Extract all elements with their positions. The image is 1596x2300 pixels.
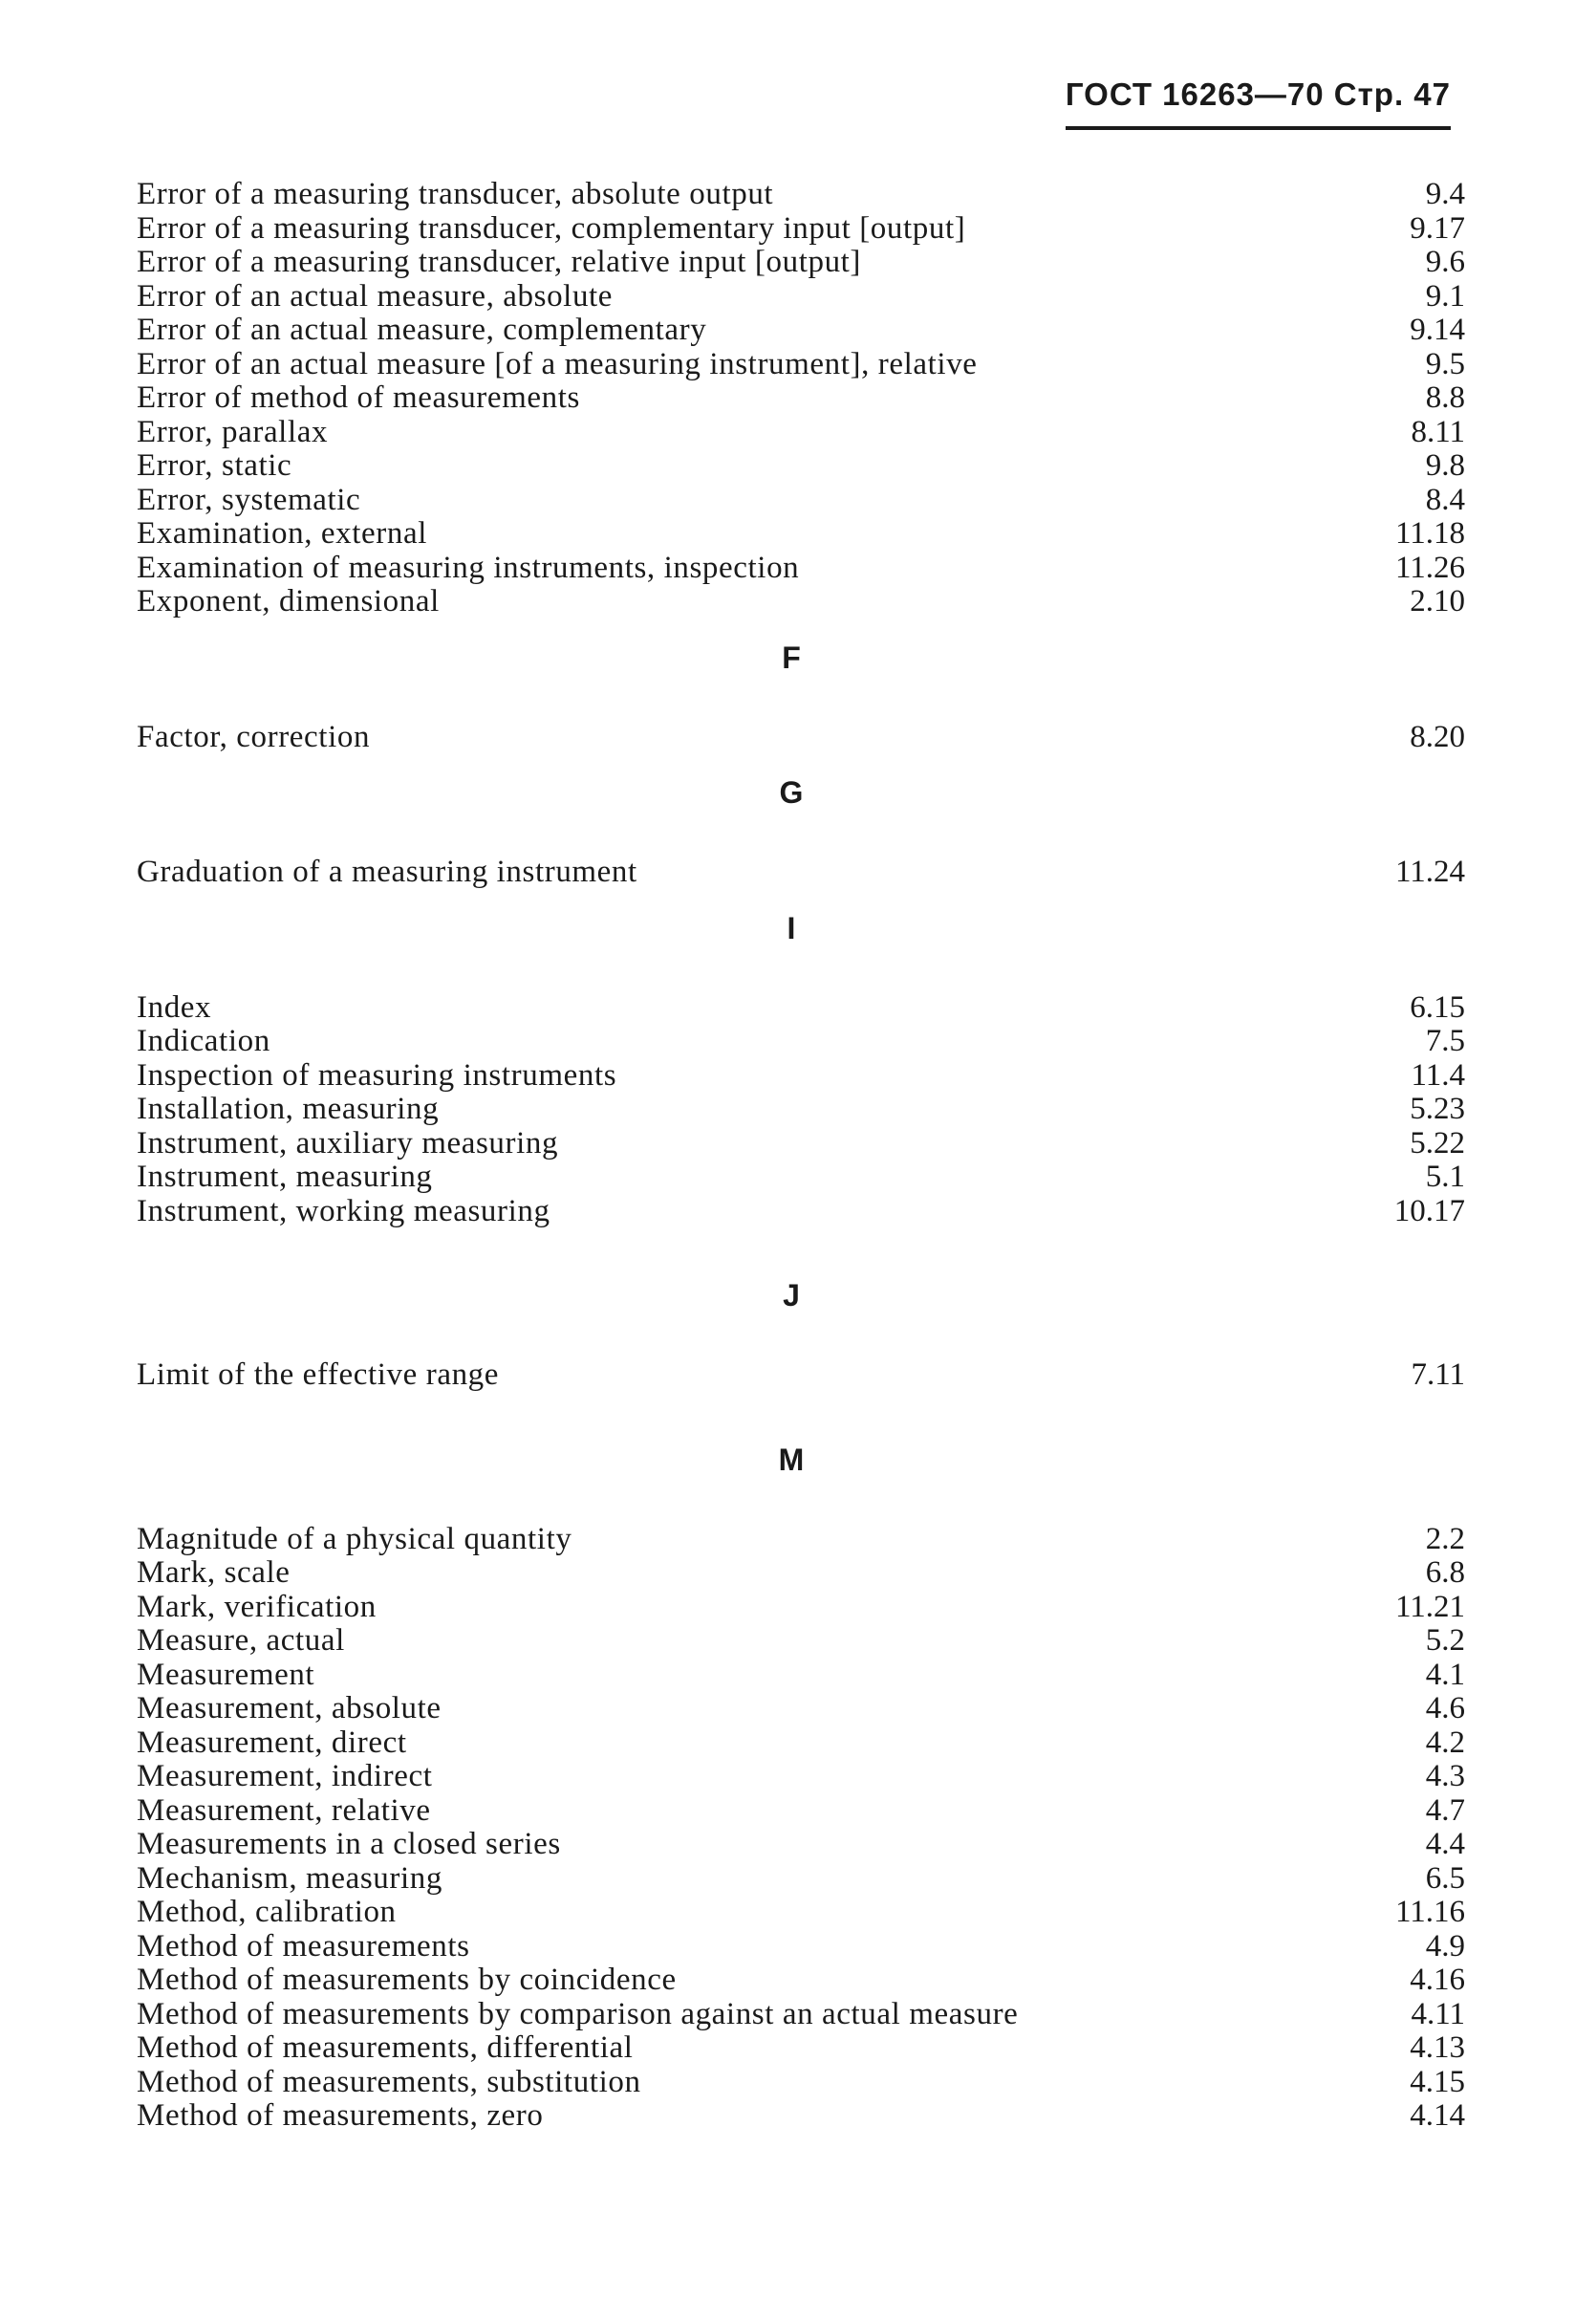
entry-term: Error of an actual measure [of a measuring instrument], relative xyxy=(137,346,978,381)
entry-ref: 4.16 xyxy=(1410,1963,1465,1997)
entry-term: Error of method of measurements xyxy=(137,380,580,415)
entry-term: Indication xyxy=(137,1024,270,1058)
entry-ref: 2.10 xyxy=(1410,584,1465,618)
index-entry xyxy=(137,848,1465,889)
entry-ref: 11.18 xyxy=(1394,516,1465,551)
index-content xyxy=(137,170,1465,2133)
entry-ref: 7.11 xyxy=(1411,1357,1465,1392)
entry-term: Limit of the effective range xyxy=(137,1357,500,1392)
entry-ref: 11.26 xyxy=(1394,550,1465,585)
index-entry xyxy=(137,713,1465,754)
entry-term: Method of measurements, differential xyxy=(137,2030,634,2065)
page-header: ГОСТ 16263—70 Стр. 47 xyxy=(1066,76,1451,130)
entry-term: Error of an actual measure, complementary xyxy=(137,313,707,347)
entry-ref: 4.15 xyxy=(1410,2064,1465,2099)
index-entry xyxy=(137,1017,1465,1058)
entry-term: Exponent, dimensional xyxy=(137,584,440,618)
entry-ref: 11.21 xyxy=(1394,1589,1465,1624)
entry-term: Method of measurements by coincidence xyxy=(137,1963,677,1997)
entry-ref: 5.2 xyxy=(1425,1623,1465,1658)
entry-term: Method, calibration xyxy=(137,1895,397,1929)
index-entry xyxy=(137,1052,1465,1093)
entry-term: Error of a measuring transducer, absolute output xyxy=(137,177,774,211)
entry-ref: 8.20 xyxy=(1410,719,1465,754)
entry-ref: 10.17 xyxy=(1393,1193,1465,1228)
entry-ref: 8.8 xyxy=(1425,380,1465,415)
entry-term: Examination of measuring instruments, inspection xyxy=(137,550,800,585)
entry-term: Error of an actual measure, absolute xyxy=(137,278,614,314)
entry-ref: 4.9 xyxy=(1425,1928,1465,1964)
entry-ref: 4.14 xyxy=(1410,2098,1465,2133)
index-entry xyxy=(137,476,1465,517)
entry-term: Measure, actual xyxy=(137,1623,345,1658)
entry-ref: 4.6 xyxy=(1425,1691,1465,1725)
entry-term: Magnitude of a physical quantity xyxy=(137,1521,572,1556)
index-entry xyxy=(137,1684,1465,1725)
entry-term: Method of measurements by comparison against an actual measure xyxy=(137,1996,1019,2031)
entry-ref: 4.2 xyxy=(1425,1725,1465,1760)
entry-ref: 6.5 xyxy=(1425,1860,1465,1896)
entry-ref: 11.24 xyxy=(1394,855,1465,889)
entry-ref: 9.5 xyxy=(1425,346,1465,381)
index-entry xyxy=(137,170,1465,211)
entry-term: Graduation of a measuring instrument xyxy=(137,855,637,889)
entry-term: Measurements in a closed series xyxy=(137,1827,561,1861)
entry-ref: 6.15 xyxy=(1410,989,1465,1025)
entry-term: Mechanism, measuring xyxy=(137,1860,442,1896)
entry-ref: 9.8 xyxy=(1425,448,1465,483)
entry-ref: 4.4 xyxy=(1425,1827,1465,1861)
index-entry xyxy=(137,984,1465,1025)
entry-term: Measurement, relative xyxy=(137,1792,431,1828)
section-letter-f: F xyxy=(782,640,801,675)
entry-ref: 2.2 xyxy=(1425,1521,1465,1556)
entry-ref: 4.13 xyxy=(1410,2030,1465,2065)
entry-term: Method of measurements xyxy=(137,1928,470,1964)
entry-term: Mark, verification xyxy=(137,1589,377,1624)
section-letter-j: J xyxy=(783,1278,800,1313)
entry-ref: 7.5 xyxy=(1425,1024,1465,1058)
entry-ref: 9.6 xyxy=(1425,245,1465,279)
entry-term: Installation, measuring xyxy=(137,1092,440,1126)
entry-ref: 6.8 xyxy=(1425,1555,1465,1590)
entry-term: Error of a measuring transducer, relative input [output] xyxy=(137,245,862,279)
entry-term: Instrument, measuring xyxy=(137,1160,433,1194)
entry-ref: 9.17 xyxy=(1410,210,1465,246)
entry-ref: 4.1 xyxy=(1425,1657,1465,1692)
entry-ref: 8.4 xyxy=(1425,482,1465,517)
entry-term: Method of measurements, substitution xyxy=(137,2064,641,2099)
entry-term: Instrument, auxiliary measuring xyxy=(137,1125,559,1161)
entry-term: Method of measurements, zero xyxy=(137,2098,544,2133)
entry-term: Measurement, absolute xyxy=(137,1691,442,1725)
entry-ref: 5.23 xyxy=(1410,1092,1465,1126)
section-e xyxy=(137,170,1465,618)
entry-term: Measurement xyxy=(137,1657,315,1692)
entry-term: Error, systematic xyxy=(137,482,361,517)
entry-term: Mark, scale xyxy=(137,1555,291,1590)
entry-ref: 8.11 xyxy=(1411,414,1465,449)
entry-term: Error, parallax xyxy=(137,414,329,449)
entry-ref: 5.22 xyxy=(1410,1125,1465,1161)
entry-term: Measurement, indirect xyxy=(137,1759,433,1793)
entry-ref: 9.1 xyxy=(1425,278,1465,314)
entry-ref: 11.4 xyxy=(1411,1057,1465,1093)
entry-ref: 5.1 xyxy=(1425,1160,1465,1194)
index-entry xyxy=(137,1351,1465,1392)
entry-ref: 4.7 xyxy=(1425,1792,1465,1828)
section-letter-m: M xyxy=(778,1442,805,1477)
entry-ref: 11.16 xyxy=(1394,1895,1465,1929)
entry-term: Inspection of measuring instruments xyxy=(137,1057,617,1093)
entry-term: Index xyxy=(137,989,212,1025)
entry-term: Error of a measuring transducer, complementary input [output] xyxy=(137,210,966,246)
section-letter-g: G xyxy=(779,775,804,810)
entry-ref: 4.3 xyxy=(1425,1759,1465,1793)
entry-term: Measurement, direct xyxy=(137,1725,407,1760)
entry-term: Examination, external xyxy=(137,516,427,551)
index-entry xyxy=(137,1515,1465,1556)
entry-term: Error, static xyxy=(137,448,292,483)
entry-ref: 9.14 xyxy=(1410,313,1465,347)
entry-ref: 4.11 xyxy=(1411,1996,1465,2031)
entry-term: Instrument, working measuring xyxy=(137,1193,550,1228)
section-letter-i: I xyxy=(787,910,796,945)
entry-ref: 9.4 xyxy=(1425,177,1465,211)
index-entry xyxy=(137,442,1465,483)
index-entry xyxy=(137,1583,1465,1624)
entry-term: Factor, correction xyxy=(137,719,371,754)
